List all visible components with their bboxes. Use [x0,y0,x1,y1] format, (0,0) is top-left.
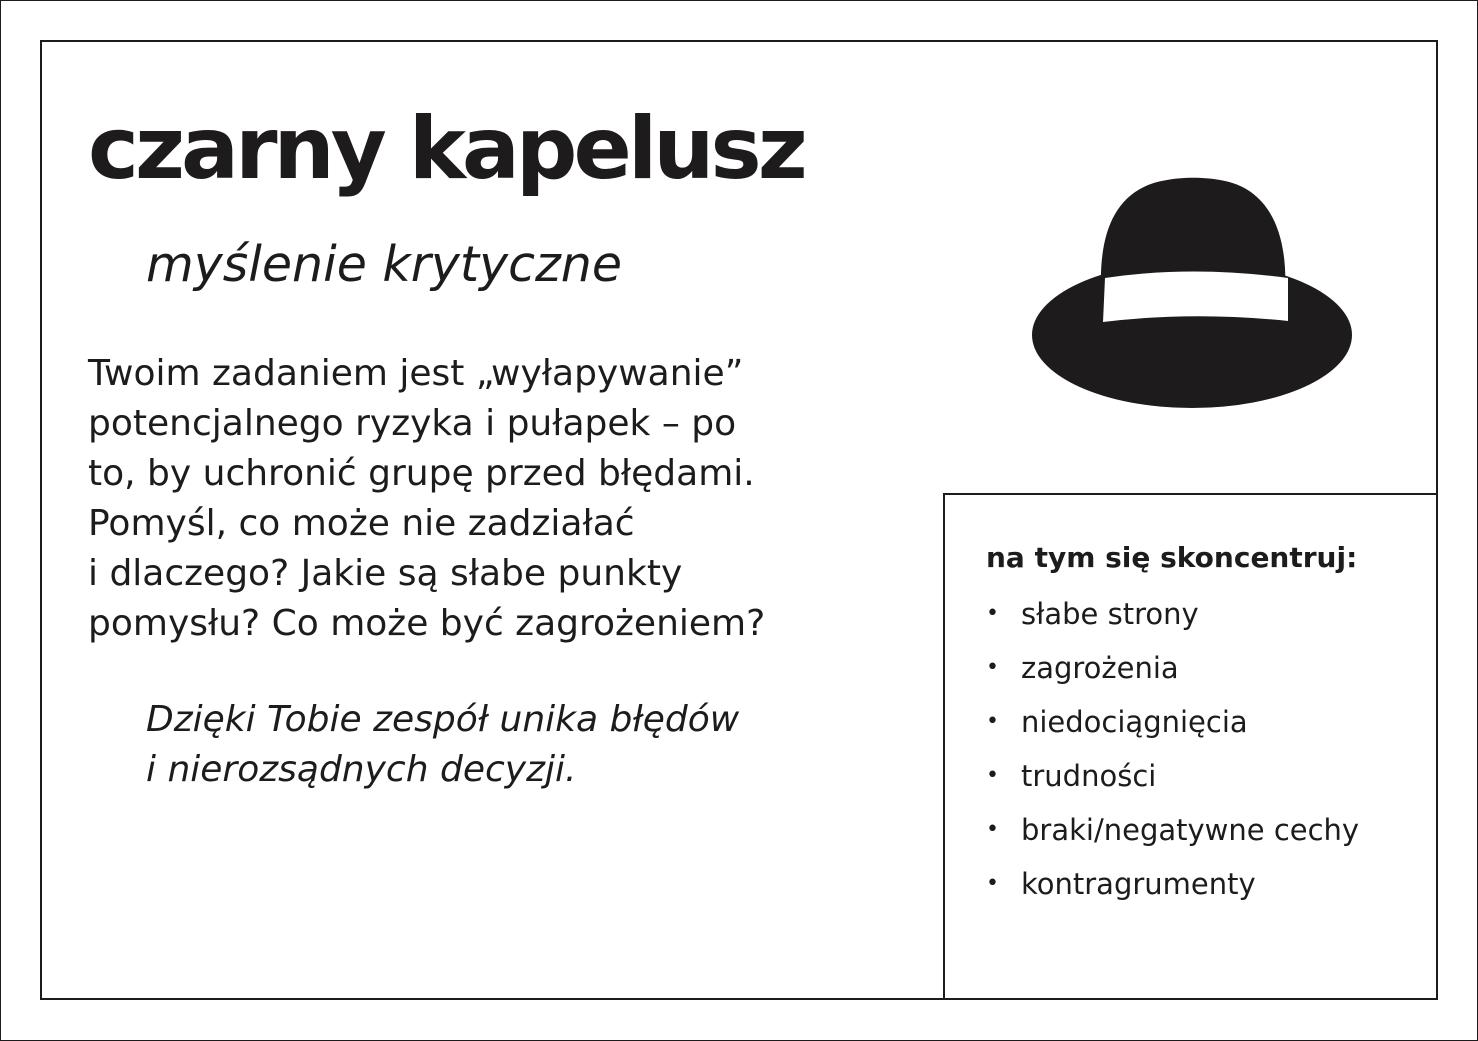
list-item-label: trudności [1021,759,1157,793]
card-title: czarny kapelusz [88,99,804,199]
description-line: potencjalnego ryzyka i pułapek – po [88,403,737,444]
bullet-icon: • [986,601,999,626]
quote-line: i nierozsądnych decyzji. [146,749,577,790]
card-description [88,349,918,649]
focus-heading: na tym się skoncentruj: [986,541,1358,574]
list-item-label: słabe strony [1021,597,1199,631]
description-line: i dlaczego? Jakie są słabe punkty [88,553,683,594]
bullet-icon: • [986,763,999,788]
hat-card [40,40,1438,1000]
bullet-icon: • [986,709,999,734]
description-line: Pomyśl, co może nie zadziałać [88,503,635,544]
list-item [986,597,1359,651]
list-item [986,705,1359,759]
list-item-label: braki/negatywne cechy [1021,813,1360,847]
bullet-icon: • [986,817,999,842]
hat-band [1103,272,1288,323]
list-item-label: kontragrumenty [1021,867,1256,901]
card-subtitle: myślenie krytyczne [146,236,623,293]
list-item [986,867,1359,921]
description-line: Twoim zadaniem jest „wyłapywanie” [88,353,744,394]
description-line: pomysłu? Co może być zagrożeniem? [88,603,766,644]
card-quote [146,695,739,795]
description-line: to, by uchronić grupę przed błędami. [88,453,755,494]
list-item [986,813,1359,867]
focus-list [986,597,1359,921]
list-item-label: niedociągnięcia [1021,705,1248,739]
list-item-label: zagrożenia [1021,651,1179,685]
black-hat-icon [1032,177,1352,409]
list-item [986,759,1359,813]
focus-panel [943,493,1436,998]
quote-line: Dzięki Tobie zespół unika błędów [146,699,740,740]
bullet-icon: • [986,871,999,896]
list-item [986,651,1359,705]
bullet-icon: • [986,655,999,680]
